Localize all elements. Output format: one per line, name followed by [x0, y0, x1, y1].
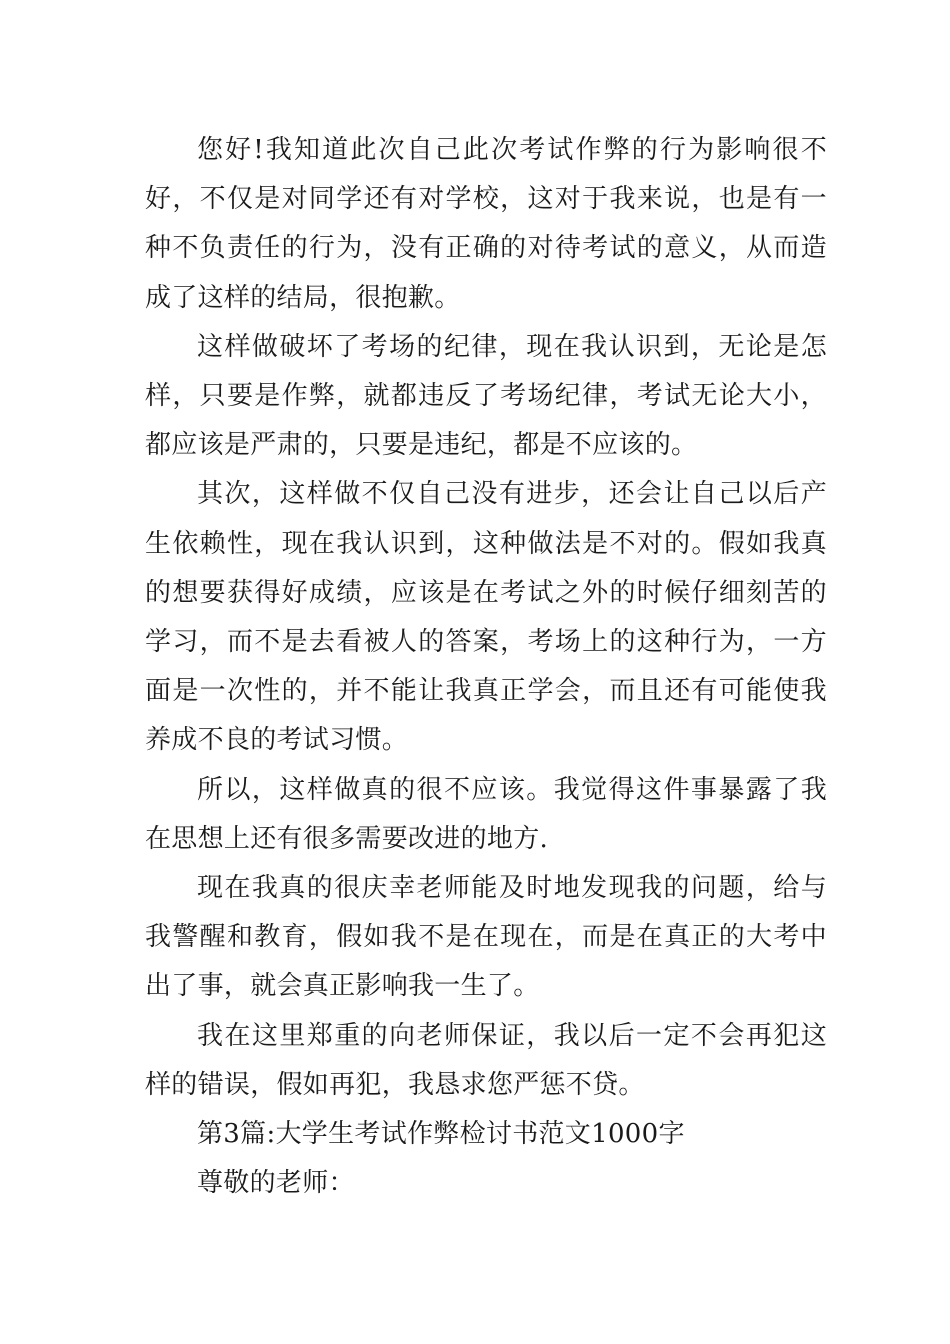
- paragraph-2: 这样做破坏了考场的纪律，现在我认识到，无论是怎样，只要是作弊，就都违反了考场纪律，考试无论大小，都应该是严肃的，只要是违纪，都是不应该的。: [145, 331, 827, 461]
- paragraph-3: 其次，这样做不仅自己没有进步，还会让自己以后产生依赖性，现在我认识到，这种做法是不对的。假如我真的想要获得好成绩，应该是在考试之外的时候仔细刻苦的学习，而不是去看被人的答案，考场上的这种行为，一方面是一次性的，并不能让我真正学会，而且还有可能使我养成不良的考试习惯。: [145, 479, 827, 756]
- paragraph-1: 您好!我知道此次自己此次考试作弊的行为影响很不好，不仅是对同学还有对学校，这对于我来说，也是有一种不负责任的行为，没有正确的对待考试的意义，从而造成了这样的结局，很抱歉。: [145, 135, 827, 313]
- document-body: [145, 126, 827, 1208]
- paragraph-6: 我在这里郑重的向老师保证，我以后一定不会再犯这样的错误，假如再犯，我恳求您严惩不贷。: [145, 1020, 827, 1100]
- paragraph-5: 现在我真的很庆幸老师能及时地发现我的问题，给与我警醒和教育，假如我不是在现在，而是在真正的大考中出了事，就会真正影响我一生了。: [145, 873, 827, 1002]
- section-heading: 第3篇:大学生考试作弊检讨书范文1000字: [197, 1119, 685, 1150]
- salutation: 尊敬的老师：: [197, 1168, 355, 1199]
- paragraph-4: 所以，这样做真的很不应该。我觉得这件事暴露了我在思想上还有很多需要改进的地方.: [145, 774, 827, 854]
